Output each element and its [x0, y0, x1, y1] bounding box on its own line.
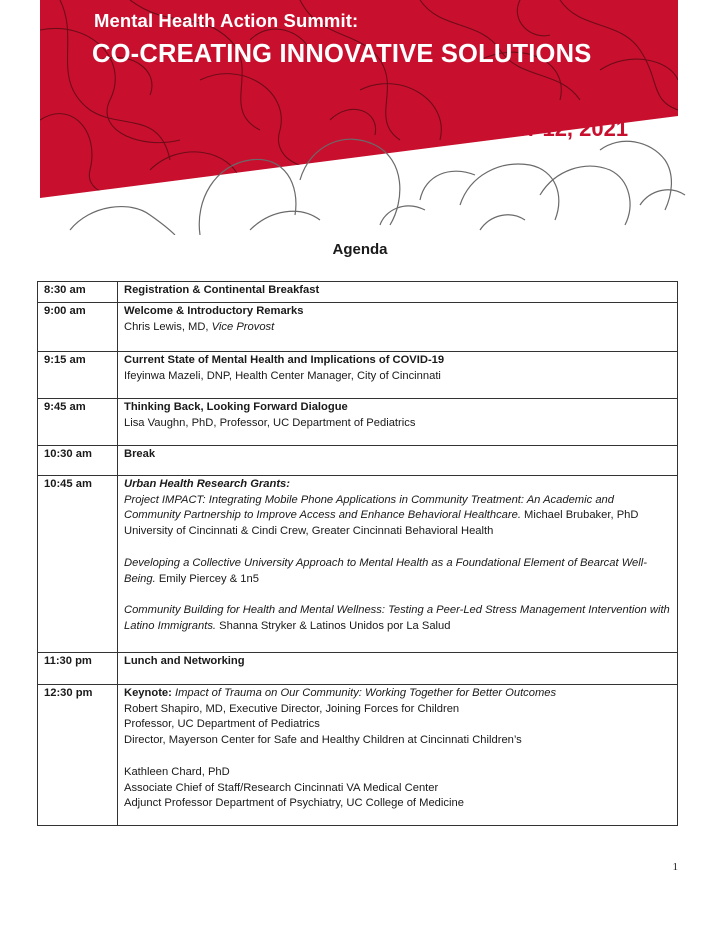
session-speaker: [124, 320, 671, 336]
grant-project: Project IMPACT: Integrating Mobile Phone Applications in Community Treatment: An Academic and Community Partnership to Improve Access and Enhance Behavioral Healthcare.: [124, 493, 614, 522]
agenda-row: [38, 351, 678, 398]
agenda-row: [38, 475, 678, 652]
agenda-time: 9:15 am: [38, 351, 118, 398]
speaker-name: Chris Lewis, MD,: [124, 320, 209, 333]
keynote-label: Keynote:: [124, 686, 172, 699]
header-banner: [0, 0, 720, 235]
agenda-session: [118, 282, 678, 303]
agenda-time: 10:45 am: [38, 475, 118, 652]
grant-project: Developing a Collective University Approach to Mental Health as a Foundational Element of Bearcat Well-Being.: [124, 556, 647, 585]
agenda-time: 11:30 pm: [38, 652, 118, 684]
agenda-time: 9:00 am: [38, 302, 118, 351]
session-title: [124, 477, 671, 493]
session-title: Current State of Mental Health and Implications of COVID-19: [124, 353, 445, 366]
agenda-heading: Agenda: [332, 241, 388, 258]
speaker-role: Vice Provost: [211, 320, 275, 333]
agenda-session: [118, 652, 678, 684]
agenda-session: [118, 445, 678, 475]
spacer: [124, 749, 671, 765]
session-title: Registration & Continental Breakfast: [124, 284, 320, 296]
spacer: [124, 587, 671, 603]
agenda-time: 8:30 am: [38, 282, 118, 303]
agenda-session: [118, 398, 678, 445]
agenda-row: [38, 302, 678, 351]
agenda-session: [118, 475, 678, 652]
grant-entry: [124, 556, 671, 588]
speaker-line: Associate Chief of Staff/Research Cincinnati VA Medical Center: [124, 781, 439, 794]
session-speaker: Ifeyinwa Mazeli, DNP, Health Center Manager, City of Cincinnati: [124, 369, 441, 382]
agenda-session: [118, 302, 678, 351]
session-title: [124, 686, 671, 702]
grant-presenters: Michael Brubaker, PhD University of Cincinnati & Cindi Crew, Greater Cincinnati Behavioral Health: [124, 509, 639, 538]
agenda-session: [118, 351, 678, 398]
summit-name: Mental Health Action Summit:: [94, 10, 359, 31]
agenda-row: [38, 684, 678, 825]
spacer: [124, 540, 671, 556]
speaker-line: Kathleen Chard, PhD: [124, 765, 230, 778]
speaker-line: Robert Shapiro, MD, Executive Director, Joining Forces for Children: [124, 702, 460, 715]
grant-project: Community Building for Health and Mental Wellness: Testing a Peer-Led Stress Management Intervention with Latino Immigrants.: [124, 604, 670, 632]
event-date: October 12, 2021: [452, 116, 629, 141]
speaker-line: Professor, UC Department of Pediatrics: [124, 718, 320, 731]
speaker-line: Adjunct Professor Department of Psychiatry, UC College of Medicine: [124, 797, 464, 810]
grant-presenters: Shanna Stryker & Latinos Unidos por La Salud: [219, 619, 451, 632]
agenda-row: [38, 652, 678, 684]
session-speaker: Lisa Vaughn, PhD, Professor, UC Department of Pediatrics: [124, 416, 416, 429]
agenda-row: [38, 398, 678, 445]
grant-entry: [124, 603, 671, 635]
agenda-table: [37, 281, 678, 826]
grant-presenters: Emily Piercey & 1n5: [158, 572, 259, 585]
speaker-line: Director, Mayerson Center for Safe and Healthy Children at Cincinnati Children’s: [124, 734, 522, 747]
summit-theme: CO-CREATING INNOVATIVE SOLUTIONS: [92, 40, 592, 68]
agenda-session: [118, 684, 678, 825]
session-title: Thinking Back, Looking Forward Dialogue: [124, 400, 348, 413]
keynote-title: Impact of Trauma on Our Community: Working Together for Better Outcomes: [174, 686, 557, 699]
session-title: Lunch and Networking: [124, 654, 245, 667]
grant-entry: [124, 493, 671, 540]
agenda-time: 10:30 am: [38, 445, 118, 475]
agenda-row: [38, 445, 678, 475]
session-title: Welcome & Introductory Remarks: [124, 304, 304, 317]
session-title: Break: [124, 447, 156, 460]
agenda-time: 9:45 am: [38, 398, 118, 445]
session-title-text: Urban Health Research Grants:: [124, 477, 290, 490]
agenda-row: [38, 282, 678, 303]
page-number: 1: [672, 861, 678, 873]
agenda-time: 12:30 pm: [38, 684, 118, 825]
